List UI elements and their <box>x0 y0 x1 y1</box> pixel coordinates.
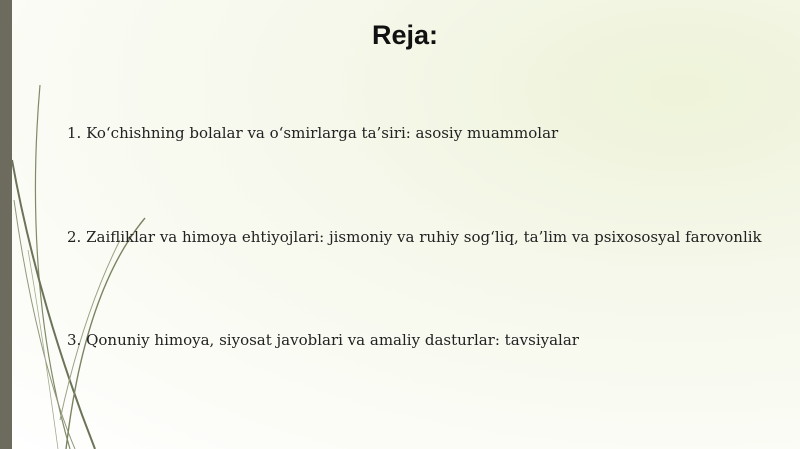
grass-stroke <box>12 160 95 449</box>
agenda-item-3: 3. Qonuniy himoya, siyosat javoblari va amaliy dasturlar: tavsiyalar <box>67 331 579 349</box>
decorative-grass-lines <box>0 0 160 449</box>
agenda-item-1: 1. Ko‘chishning bolalar va o‘smirlarga ta’siri: asosiy muammolar <box>67 124 559 142</box>
grass-stroke <box>35 85 70 449</box>
slide-title: Reja: <box>371 20 439 50</box>
agenda-item-2: 2. Zaifliklar va himoya ehtiyojlari: jismoniy va ruhiy sog‘liq, ta’lim va psixososyal farovonlik <box>67 228 762 246</box>
